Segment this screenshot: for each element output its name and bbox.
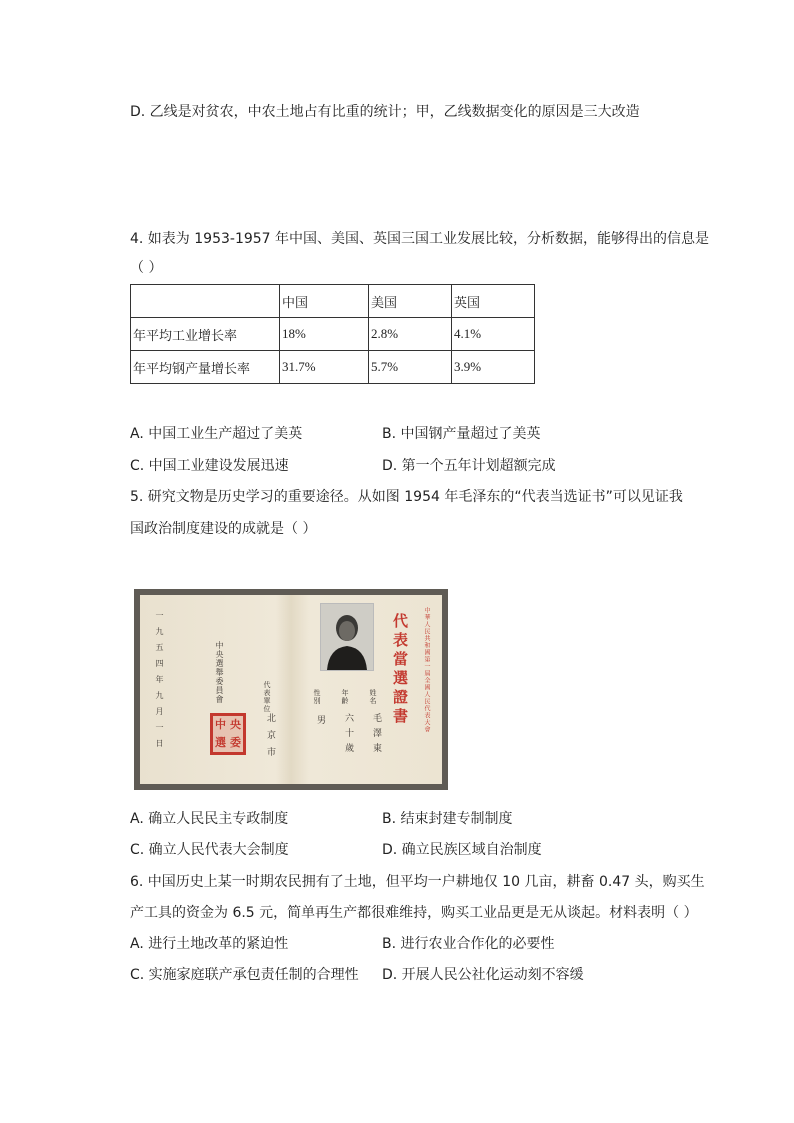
table-cell: 5.7% — [369, 351, 452, 384]
table-cell — [131, 285, 280, 318]
table-header-row — [131, 285, 535, 318]
table-row — [131, 351, 535, 384]
certificate-age-label: 年齡 — [341, 689, 349, 705]
q4-option-d: D. 第一个五年计划超额完成 — [382, 458, 556, 474]
table-cell: 美国 — [369, 285, 452, 318]
table-cell: 4.1% — [452, 318, 535, 351]
q3-option-d: D. 乙线是对贫农，中农土地占有比重的统计；甲，乙线数据变化的原因是三大改造 — [130, 104, 640, 120]
q5-option-c: C. 确立人民代表大会制度 — [130, 842, 289, 858]
q5-option-a: A. 确立人民民主专政制度 — [130, 811, 289, 827]
q6-stem-line1: 6. 中国历史上某一时期农民拥有了土地，但平均一户耕地仅 10 几亩，耕畜 0.47 头，购买生 — [130, 874, 705, 890]
q4-stem-line2: （ ） — [130, 260, 163, 276]
table-cell: 英国 — [452, 285, 535, 318]
table-cell: 31.7% — [280, 351, 369, 384]
table-cell: 3.9% — [452, 351, 535, 384]
q5-option-b: B. 结束封建专制制度 — [382, 811, 513, 827]
table-cell: 中国 — [280, 285, 369, 318]
portrait-photo — [320, 603, 374, 671]
q6-option-c: C. 实施家庭联产承包责任制的合理性 — [130, 967, 359, 983]
table-cell: 年平均工业增长率 — [131, 318, 280, 351]
q4-stem-line1: 4. 如表为 1953-1957 年中国、美国、英国三国工业发展比较，分析数据，能够得出的信息是 — [130, 231, 710, 247]
certificate-name-label: 姓名 — [369, 689, 377, 705]
table-cell: 年平均钢产量增长率 — [131, 351, 280, 384]
certificate-age-value: 六十歲 — [343, 713, 353, 758]
certificate-issuer: 中央選舉委員會 — [215, 641, 224, 704]
table-cell: 2.8% — [369, 318, 452, 351]
certificate-gender-value: 男 — [315, 715, 325, 725]
certificate-unit-value: 北京市 — [265, 713, 275, 764]
certificate-name-value: 毛澤東 — [371, 713, 381, 758]
q4-data-table — [130, 284, 535, 384]
certificate-seal: 中 央 選 委 — [210, 713, 246, 755]
certificate-date: 一九五四年九月一日 — [155, 611, 164, 755]
certificate-title: 代表當選證書 — [391, 613, 409, 727]
q4-option-b: B. 中国钢产量超过了美英 — [382, 426, 541, 442]
q4-option-c: C. 中国工业建设发展迅速 — [130, 458, 289, 474]
q6-option-d: D. 开展人民公社化运动刻不容缓 — [382, 967, 584, 983]
certificate-image — [134, 589, 448, 790]
q4-option-a: A. 中国工业生产超过了美英 — [130, 426, 303, 442]
table-cell: 18% — [280, 318, 369, 351]
certificate-unit-label: 代表單位 — [263, 681, 271, 713]
q5-option-d: D. 确立民族区域自治制度 — [382, 842, 542, 858]
table-row — [131, 318, 535, 351]
q6-option-a: A. 进行土地改革的紧迫性 — [130, 936, 289, 952]
certificate-assembly: 中華人民共和國第一屆全國人民代表大會 — [423, 607, 430, 733]
q5-stem-line2: 国政治制度建设的成就是（ ） — [130, 521, 317, 537]
certificate-gender-label: 性別 — [313, 689, 321, 705]
q6-option-b: B. 进行农业合作化的必要性 — [382, 936, 555, 952]
q6-stem-line2: 产工具的资金为 6.5 元，简单再生产都很难维持，购买工业品更是无从谈起。材料表明（ ） — [130, 905, 698, 921]
q5-stem-line1: 5. 研究文物是历史学习的重要途径。从如图 1954 年毛泽东的“代表当选证书”可以见证我 — [130, 489, 683, 505]
